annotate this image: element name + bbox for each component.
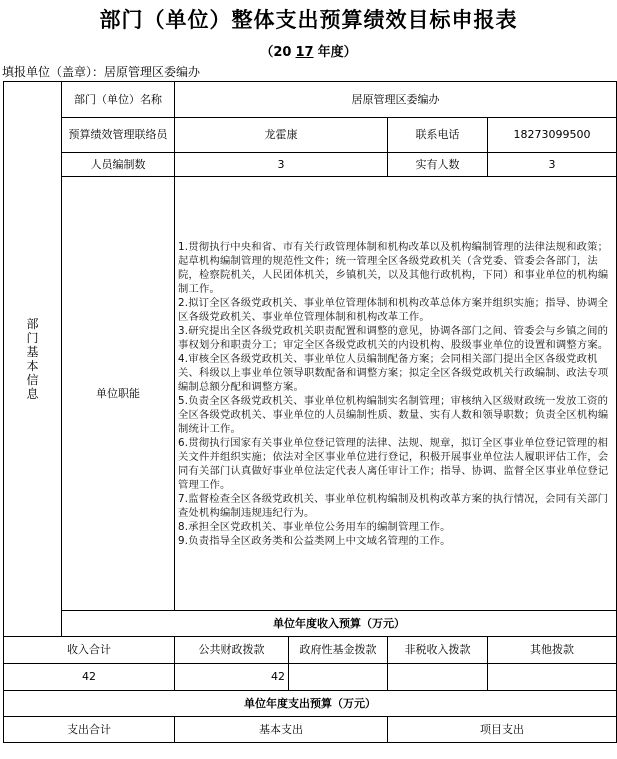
duties-text — [175, 177, 617, 611]
duty-item: 4.审核全区各级党政机关、事业单位人员编制配备方案；会同相关部门提出全区各级党政机关、科级以上事业单位领导职数配备和调整方案；拟定全区各级党政机关行政编制、政法专项编制总额分配和调整方案。 — [178, 352, 609, 393]
form-title: 部门（单位）整体支出预算绩效目标申报表 — [99, 8, 518, 32]
income-gov-fund-value — [289, 664, 388, 691]
duties-label: 单位职能 — [62, 177, 175, 611]
dept-name-row — [4, 82, 617, 118]
staff-quota-label: 人员编制数 — [62, 153, 175, 177]
section-label-cell — [4, 82, 62, 637]
staff-row — [4, 153, 617, 177]
duty-item: 7.监督检查全区各级党政机关、事业单位机构编制及机构改革方案的执行情况，会同有关部门查处机构编制违规违纪行为。 — [178, 492, 609, 519]
income-header-total: 收入合计 — [4, 637, 175, 664]
expense-header-basic: 基本支出 — [175, 717, 388, 743]
reporting-unit-line: 填报单位（盖章）：居原管理区委编办 — [2, 65, 201, 79]
performance-form-table — [3, 81, 617, 743]
income-total-value: 42 — [4, 664, 175, 691]
phone-value: 18273099500 — [488, 118, 617, 153]
income-nontax-value — [388, 664, 488, 691]
income-header-row — [4, 637, 617, 664]
year-suffix: 年度） — [317, 45, 357, 60]
income-values-row — [4, 664, 617, 691]
income-header-public-finance: 公共财政拨款 — [175, 637, 289, 664]
duty-item: 6.贯彻执行国家有关事业单位登记管理的法律、法规、规章，拟订全区事业单位登记管理的相关文件并组织实施；依法对全区事业单位进行登记，积极开展事业单位法人履职评估工作，会同有关部门认真做好事业单位法定代表人离任审计工作；指导、协调、监督全区事业单位登记管理工作。 — [178, 436, 609, 491]
duty-item: 1.贯彻执行中央和省、市有关行政管理体制和机构改革以及机构编制管理的法律法规和政策；起草机构编制管理的规范性文件；统一管理全区各级党政机关（含党委、管委会各部门，法院，检察院机关，人民团体机关，乡镇机关，以及其他行政机构，下同）和事业单位的机构编制工作。 — [178, 240, 609, 295]
year-value: 17 — [295, 45, 314, 60]
duty-item: 9.负责指导全区政务类和公益类网上中文域名管理的工作。 — [178, 534, 451, 547]
duty-item: 8.承担全区党政机关、事业单位公务用车的编制管理工作。 — [178, 520, 451, 533]
contact-person-label: 预算绩效管理联络员 — [62, 118, 175, 153]
expense-header-total: 支出合计 — [4, 717, 175, 743]
expense-header-row — [4, 717, 617, 743]
contact-person-value: 龙霍康 — [175, 118, 388, 153]
duty-item: 5.负责全区各级党政机关、事业单位机构编制实名制管理；审核纳入区级财政统一发放工资的全区各级党政机关、事业单位的人员编制性质、数量、实有人数和领导职数；负责全区机构编制统计工作。 — [178, 394, 609, 435]
actual-staff-value: 3 — [488, 153, 617, 177]
expense-title-row — [4, 691, 617, 717]
income-header-gov-fund: 政府性基金拨款 — [289, 637, 388, 664]
income-public-finance-value: 42 — [175, 664, 289, 691]
staff-quota-value: 3 — [175, 153, 388, 177]
fiscal-year — [0, 41, 617, 60]
contact-row — [4, 118, 617, 153]
income-budget-title: 单位年度收入预算（万元） — [62, 611, 617, 637]
duty-item: 3.研究提出全区各级党政机关职责配置和调整的意见，协调各部门之间、管委会与乡镇之间的事权划分和职责分工；审定全区各级党政机关的内设机构、股级事业单位的设置和调整方案。 — [178, 324, 609, 351]
section-label: 部门基本信息 — [26, 317, 39, 401]
expense-header-project: 项目支出 — [388, 717, 617, 743]
year-prefix: （20 — [260, 45, 292, 60]
actual-staff-label: 实有人数 — [388, 153, 488, 177]
income-header-other: 其他拨款 — [488, 637, 617, 664]
phone-label: 联系电话 — [388, 118, 488, 153]
dept-name-label: 部门（单位）名称 — [62, 82, 175, 118]
expense-budget-title: 单位年度支出预算（万元） — [4, 691, 617, 717]
income-header-nontax: 非税收入拨款 — [388, 637, 488, 664]
duties-row — [4, 177, 617, 611]
duty-item: 2.拟订全区各级党政机关、事业单位管理体制和机构改革总体方案并组织实施；指导、协调全区各级党政机关、事业单位管理体制和机构改革工作。 — [178, 296, 609, 323]
income-other-value — [488, 664, 617, 691]
dept-name-value: 居原管理区委编办 — [175, 82, 617, 118]
income-title-row — [4, 611, 617, 637]
